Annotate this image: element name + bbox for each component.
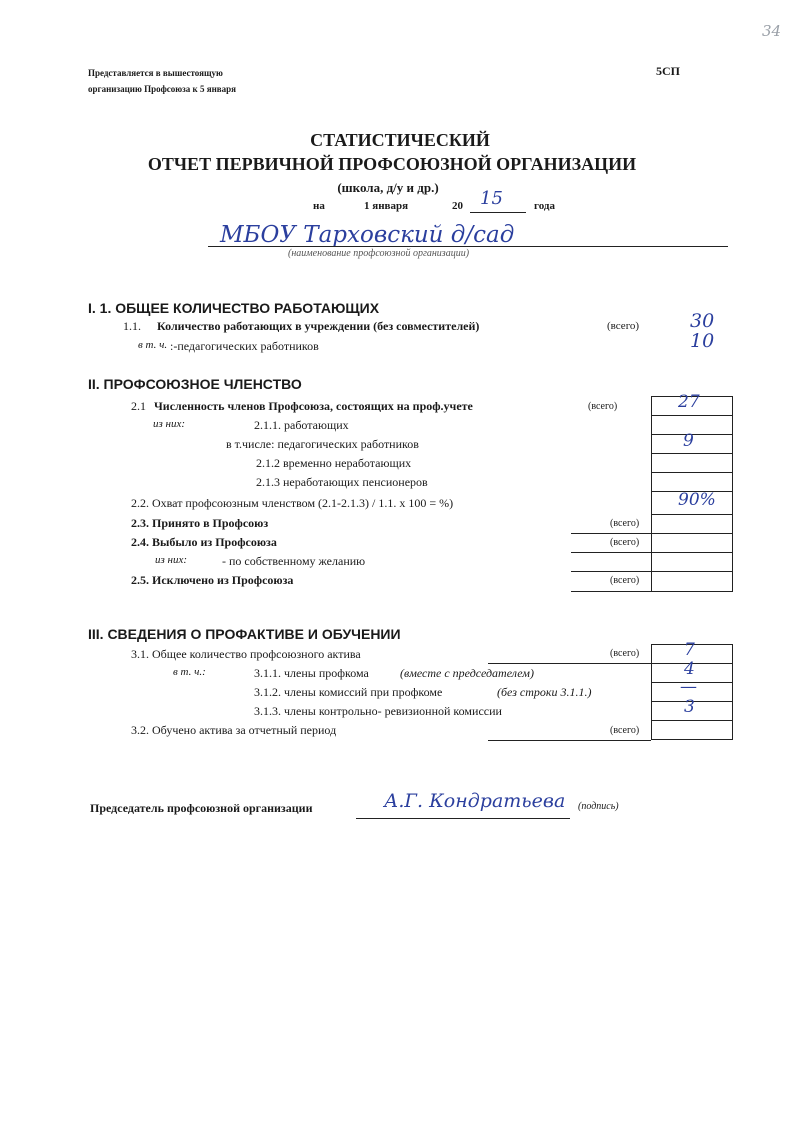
row-2-4-sub-label: - по собственному желанию bbox=[222, 554, 366, 568]
row-2-4-total-label: (всего) bbox=[610, 537, 640, 548]
year-prefix: 20 bbox=[452, 200, 463, 212]
row-2-4-label: 2.4. Выбыло из Профсоюза bbox=[131, 535, 277, 549]
grid-line bbox=[571, 571, 651, 572]
row-2-1-number: 2.1 bbox=[131, 399, 146, 413]
organization-name: МБОУ Тарховский д/сад bbox=[220, 222, 515, 248]
row-1-1-label: Количество работающих в учреждении (без совместителей) bbox=[157, 319, 480, 333]
corner-note: 34 bbox=[762, 22, 782, 40]
row-2-3-label: 2.3. Принято в Профсоюз bbox=[131, 516, 269, 530]
year-suffix: года bbox=[534, 200, 555, 212]
row-3-1-2-value: — bbox=[680, 677, 697, 697]
grid-line bbox=[651, 453, 733, 454]
grid-line bbox=[488, 663, 651, 664]
grid-line bbox=[571, 533, 651, 534]
row-2-5-total-label: (всего) bbox=[610, 575, 640, 586]
row-ped-members-value: 9 bbox=[683, 431, 694, 451]
section1-heading: I. 1. ОБЩЕЕ КОЛИЧЕСТВО РАБОТАЮЩИХ bbox=[88, 300, 380, 316]
signature-label: Председатель профсоюзной организации bbox=[90, 801, 313, 815]
section3-heading: III. СВЕДЕНИЯ О ПРОФАКТИВЕ И ОБУЧЕНИИ bbox=[88, 626, 401, 642]
signature-name: А.Г. Кондратьева bbox=[384, 790, 566, 812]
organization-underline bbox=[208, 246, 728, 247]
row-3-1-total-label: (всего) bbox=[610, 648, 640, 659]
date-day: 1 января bbox=[364, 200, 409, 212]
row-3-1-3-label: 3.1.3. члены контрольно- ревизионной комиссии bbox=[254, 704, 502, 718]
row-ped-value: 10 bbox=[690, 330, 715, 352]
year-underline bbox=[470, 212, 526, 213]
row-3-1-2-label: 3.1.2. члены комиссий при профкоме bbox=[254, 685, 443, 699]
row-2-5-label: 2.5. Исключено из Профсоюза bbox=[131, 573, 294, 587]
row-1-1-total-label: (всего) bbox=[607, 320, 640, 332]
row-2-2-label: 2.2. Охват профсоюзным членством (2.1-2.1.3) / 1.1. х 100 = %) bbox=[131, 496, 454, 510]
signature-caption: (подпись) bbox=[578, 801, 619, 812]
year-value: 15 bbox=[480, 188, 503, 209]
row-3-1-3-value: 3 bbox=[684, 697, 695, 717]
row-2-1-total-label: (всего) bbox=[588, 401, 618, 412]
grid-line bbox=[571, 591, 651, 592]
row-2-1-2-label: 2.1.2 временно неработающих bbox=[256, 456, 412, 470]
form-code: 5СП bbox=[656, 64, 680, 78]
row-3-2-label: 3.2. Обучено актива за отчетный период bbox=[131, 723, 337, 737]
grid-line bbox=[651, 720, 733, 721]
submit-instruction-line1: Представляется в вышестоящую bbox=[88, 68, 223, 78]
row-3-1-1-value: 4 bbox=[684, 659, 695, 679]
row-2-1-1-label: 2.1.1. работающих bbox=[254, 418, 349, 432]
row-3-1-value: 7 bbox=[684, 640, 695, 660]
signature-underline bbox=[356, 818, 570, 819]
row-1-1-number: 1.1. bbox=[123, 319, 141, 333]
page-title: СТАТИСТИЧЕСКИЙ bbox=[310, 130, 490, 150]
row-3-1-1-label: 3.1.1. члены профкома bbox=[254, 666, 369, 680]
grid-line bbox=[651, 552, 733, 553]
row-3-2-total-label: (всего) bbox=[610, 725, 640, 736]
row-2-1-label: Численность членов Профсоюза, состоящих на проф.учете bbox=[154, 399, 473, 413]
section2-heading: II. ПРОФСОЮЗНОЕ ЧЛЕНСТВО bbox=[88, 376, 302, 392]
page-subtitle: ОТЧЕТ ПЕРВИЧНОЙ ПРОФСОЮЗНОЙ ОРГАНИЗАЦИИ bbox=[147, 154, 637, 174]
organization-caption: (наименование профсоюзной организации) bbox=[288, 248, 470, 259]
row-3-1-1-note: (вместе с председателем) bbox=[400, 666, 534, 680]
grid-line bbox=[651, 571, 733, 572]
submit-instruction-line2: организацию Профсоюза к 5 января bbox=[88, 84, 237, 94]
row-1-1-value: 30 bbox=[690, 310, 715, 332]
date-prefix: на bbox=[313, 200, 325, 212]
row-2-2-value: 90% bbox=[678, 490, 716, 510]
of-them-label: из них: bbox=[153, 418, 186, 430]
row-2-3-total-label: (всего) bbox=[610, 518, 640, 529]
grid-line bbox=[651, 514, 733, 515]
grid-line bbox=[571, 552, 651, 553]
row-2-4-sub-prefix: из них: bbox=[155, 554, 188, 566]
row-3-1-label: 3.1. Общее количество профсоюзного актива bbox=[131, 647, 361, 661]
title-note: (школа, д/у и др.) bbox=[337, 180, 439, 195]
row-ped-label: :-педагогических работников bbox=[170, 339, 319, 353]
row-2-1-3-label: 2.1.3 неработающих пенсионеров bbox=[256, 475, 428, 489]
grid-line bbox=[488, 740, 651, 741]
grid-line bbox=[651, 472, 733, 473]
row-3-1-2-note: (без строки 3.1.1.) bbox=[497, 685, 592, 699]
row-ped-members-label: в т.числе: педагогических работников bbox=[226, 437, 419, 451]
row-ped-prefix: в т. ч. bbox=[138, 339, 168, 351]
grid-line bbox=[651, 415, 733, 416]
grid-line bbox=[651, 533, 733, 534]
row-2-1-value: 27 bbox=[678, 392, 700, 412]
row-3-incl-prefix: в т. ч.: bbox=[173, 666, 206, 678]
